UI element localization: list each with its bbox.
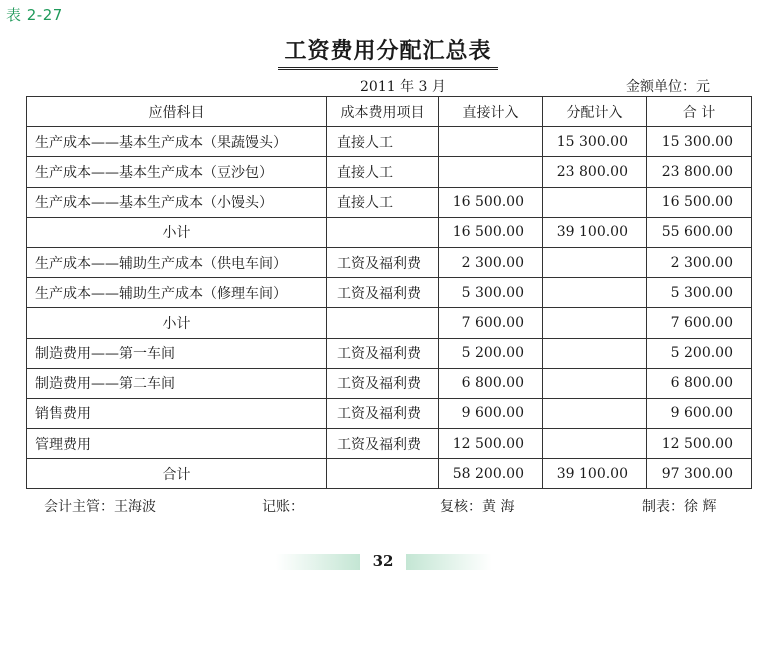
- table-subtotal-row: [27, 459, 752, 489]
- cell-cost-item: 直接人工: [327, 127, 439, 157]
- cell-subject: 制造费用——第二车间: [27, 368, 327, 398]
- cell-subject: 生产成本——基本生产成本（小馒头）: [27, 187, 327, 217]
- cell-direct: 12 500.00: [439, 429, 543, 459]
- table-row: [27, 368, 752, 398]
- cell-allocated: 23 800.00: [543, 157, 647, 187]
- table-row: [27, 247, 752, 277]
- cell-subject: 合计: [27, 459, 327, 489]
- cell-cost-item: 工资及福利费: [327, 429, 439, 459]
- header-cost-item: 成本费用项目: [327, 97, 439, 127]
- cell-total: 2 300.00: [647, 247, 752, 277]
- cell-direct: 2 300.00: [439, 247, 543, 277]
- table-row: [27, 398, 752, 428]
- page-bar-left: [276, 554, 360, 570]
- cell-subject: 小计: [27, 217, 327, 247]
- cell-total: 97 300.00: [647, 459, 752, 489]
- cell-direct: 58 200.00: [439, 459, 543, 489]
- table-row: [27, 338, 752, 368]
- page-number: 32: [372, 552, 394, 570]
- cell-direct: [439, 127, 543, 157]
- footer-supervisor: 会计主管：王海波: [44, 499, 156, 515]
- cell-total: 15 300.00: [647, 127, 752, 157]
- table-row: [27, 278, 752, 308]
- cell-total: 7 600.00: [647, 308, 752, 338]
- cell-subject: 管理费用: [27, 429, 327, 459]
- cell-total: 23 800.00: [647, 157, 752, 187]
- header-total: 合 计: [647, 97, 752, 127]
- cell-direct: [439, 157, 543, 187]
- cell-direct: 16 500.00: [439, 217, 543, 247]
- cell-allocated: 15 300.00: [543, 127, 647, 157]
- cell-direct: 7 600.00: [439, 308, 543, 338]
- footer-reviewer: 复核：黄 海: [440, 499, 515, 515]
- cell-allocated: 39 100.00: [543, 217, 647, 247]
- table-header-row: [27, 97, 752, 127]
- cell-subject: 生产成本——基本生产成本（果蔬馒头）: [27, 127, 327, 157]
- cell-cost-item: 直接人工: [327, 157, 439, 187]
- cell-total: 5 300.00: [647, 278, 752, 308]
- cell-cost-item: 工资及福利费: [327, 278, 439, 308]
- cell-allocated: [543, 278, 647, 308]
- cell-total: 12 500.00: [647, 429, 752, 459]
- cell-direct: 5 300.00: [439, 278, 543, 308]
- cell-direct: 6 800.00: [439, 368, 543, 398]
- cell-direct: 9 600.00: [439, 398, 543, 428]
- cell-cost-item: [327, 459, 439, 489]
- cell-direct: 5 200.00: [439, 338, 543, 368]
- table-row: [27, 127, 752, 157]
- footer-bookkeeper: 记账：: [262, 499, 304, 515]
- table-number-tag: 表 2-27: [6, 6, 63, 24]
- table-row: [27, 187, 752, 217]
- cell-cost-item: [327, 217, 439, 247]
- table-subtotal-row: [27, 308, 752, 338]
- cell-subject: 小计: [27, 308, 327, 338]
- footer-preparer: 制表：徐 辉: [642, 499, 717, 515]
- cell-cost-item: 工资及福利费: [327, 338, 439, 368]
- salary-allocation-table: [26, 96, 752, 489]
- cell-allocated: [543, 338, 647, 368]
- cell-cost-item: 工资及福利费: [327, 247, 439, 277]
- currency-unit-label: 金额单位：元: [626, 79, 710, 95]
- cell-allocated: [543, 429, 647, 459]
- header-allocated: 分配计入: [543, 97, 647, 127]
- document-title: [0, 34, 776, 70]
- cell-direct: 16 500.00: [439, 187, 543, 217]
- cell-total: 9 600.00: [647, 398, 752, 428]
- header-debit-account: 应借科目: [27, 97, 327, 127]
- cell-subject: 销售费用: [27, 398, 327, 428]
- cell-subject: 制造费用——第一车间: [27, 338, 327, 368]
- cell-total: 55 600.00: [647, 217, 752, 247]
- cell-allocated: [543, 308, 647, 338]
- cell-allocated: [543, 187, 647, 217]
- table-subtotal-row: [27, 217, 752, 247]
- cell-allocated: [543, 247, 647, 277]
- cell-total: 5 200.00: [647, 338, 752, 368]
- cell-subject: 生产成本——基本生产成本（豆沙包）: [27, 157, 327, 187]
- page-bar-right: [406, 554, 492, 570]
- cell-cost-item: [327, 308, 439, 338]
- cell-cost-item: 工资及福利费: [327, 398, 439, 428]
- cell-subject: 生产成本——辅助生产成本（修理车间）: [27, 278, 327, 308]
- cell-total: 16 500.00: [647, 187, 752, 217]
- title-text: 工资费用分配汇总表: [278, 34, 497, 70]
- cell-allocated: 39 100.00: [543, 459, 647, 489]
- date-label: 2011 年 3 月: [360, 79, 446, 95]
- cell-allocated: [543, 368, 647, 398]
- cell-allocated: [543, 398, 647, 428]
- cell-subject: 生产成本——辅助生产成本（供电车间）: [27, 247, 327, 277]
- table-row: [27, 157, 752, 187]
- cell-cost-item: 工资及福利费: [327, 368, 439, 398]
- cell-cost-item: 直接人工: [327, 187, 439, 217]
- header-direct: 直接计入: [439, 97, 543, 127]
- cell-total: 6 800.00: [647, 368, 752, 398]
- table-row: [27, 429, 752, 459]
